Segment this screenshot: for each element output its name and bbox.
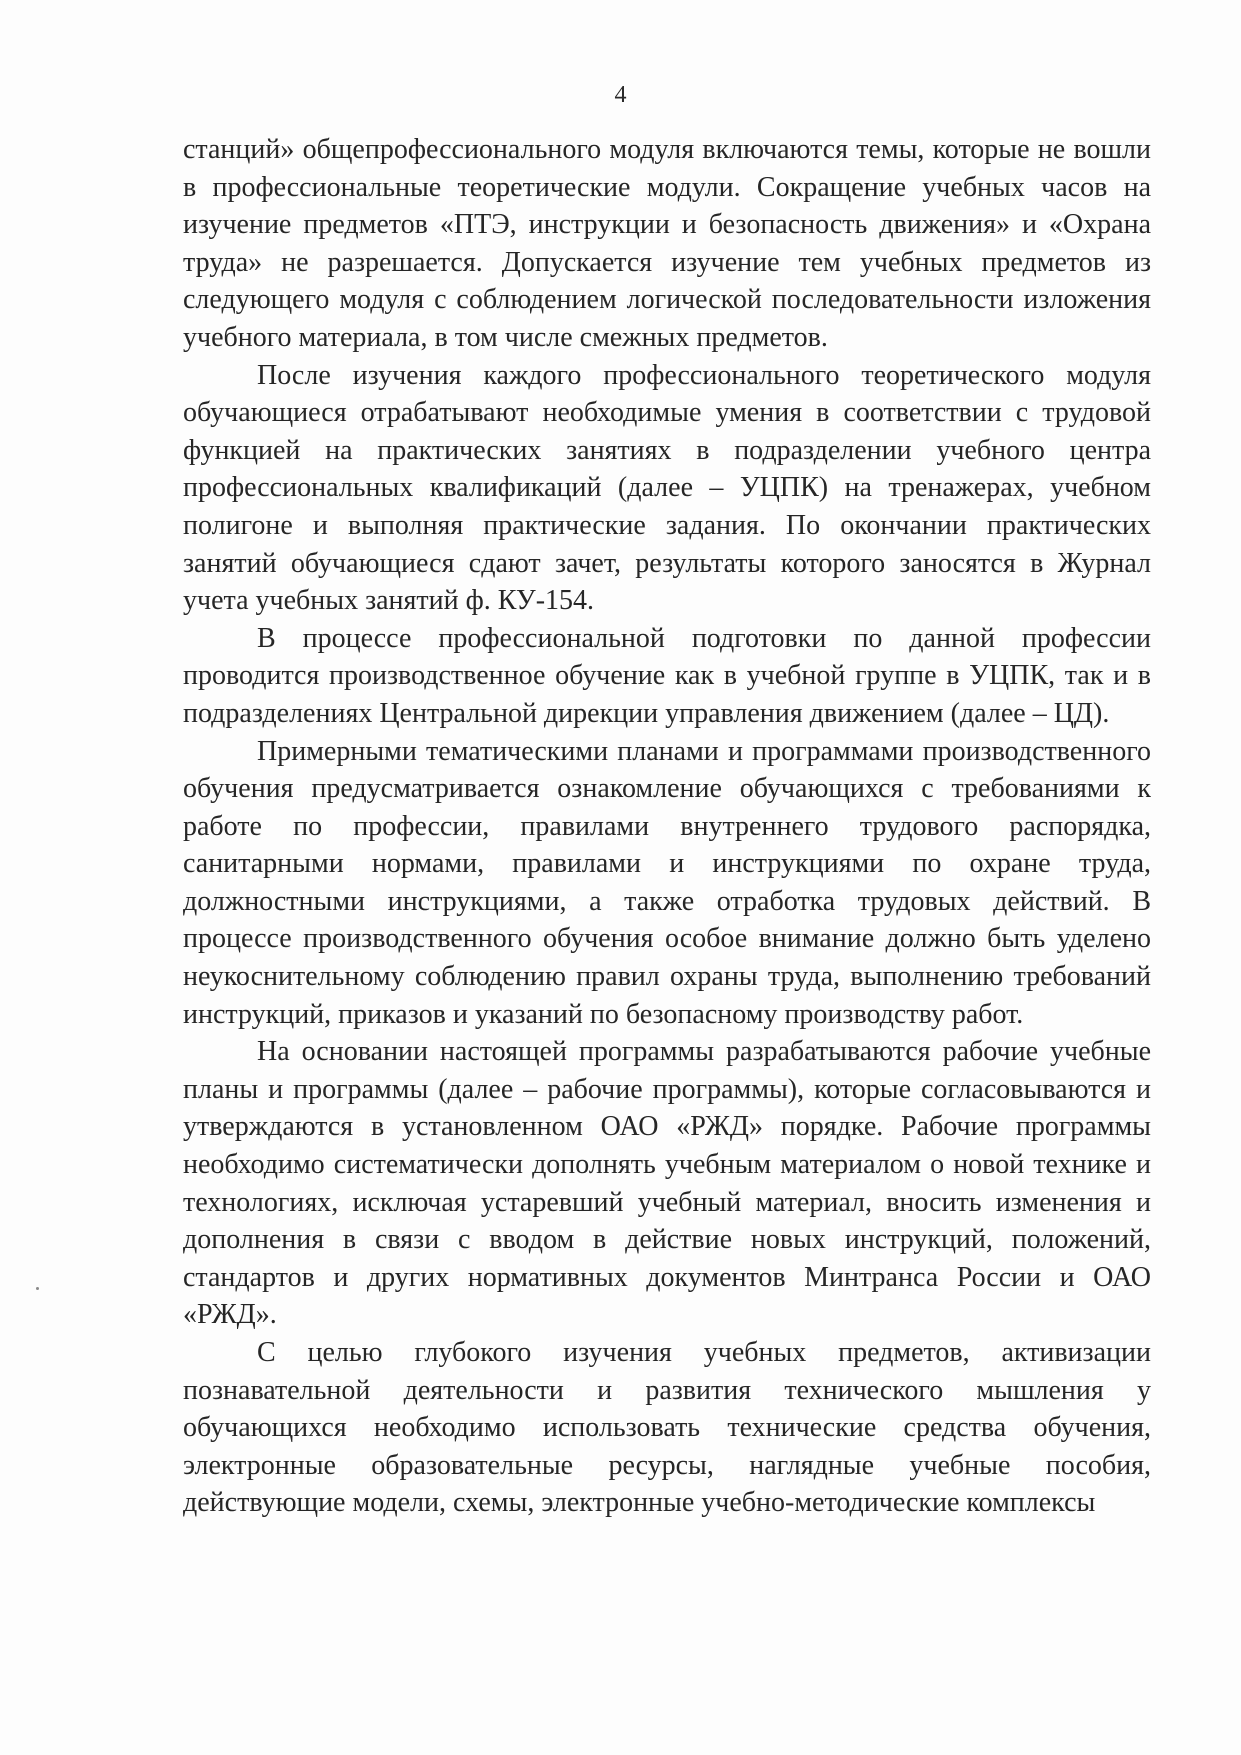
scan-speck bbox=[36, 1287, 39, 1290]
paragraph-3: В процессе профессиональной подготовки по данной профессии проводится производственное обучение как в учебной группе в УЦПК, так и в подразделениях Центральной дирекции управления движением (далее – ЦД). bbox=[183, 622, 1151, 729]
paragraph-5: На основании настоящей программы разрабатываются рабочие учебные планы и программы (далее – рабочие программы), которые согласовываются и утверждаются в установленном ОАО «РЖД» порядке. Рабочие программы необходимо систематически дополнять учебным материалом о новой технике и технологиях, исключая устаревший учебный материал, вносить изменения и дополнения в связи с вводом в действие новых инструкций, положений, стандартов и других нормативных документов Минтранса России и ОАО «РЖД». bbox=[183, 1036, 1151, 1331]
paragraph-4: Примерными тематическими планами и программами производственного обучения предусматривается ознакомление обучающихся с требованиями к работе по профессии, правилами внутреннего трудового распорядка, санитарными нормами, правилами и инструкциями по охране труда, должностными инструкциями, а также отработка трудовых действий. В процессе производственного обучения особое внимание должно быть уделено неукоснительному соблюдению правил охраны труда, выполнению требований инструкций, приказов и указаний по безопасному производству работ. bbox=[183, 735, 1151, 1030]
paragraph-6: С целью глубокого изучения учебных предметов, активизации познавательной деятельности и развития технического мышления у обучающихся необходимо использовать технические средства обучения, электронные образовательные ресурсы, наглядные учебные пособия, действующие модели, схемы, электронные учебно-методические комплексы bbox=[183, 1337, 1151, 1519]
paragraph-2: После изучения каждого профессионального теоретического модуля обучающиеся отрабатывают необходимые умения в соответствии с трудовой функцией на практических занятиях в подразделении учебного центра профессиональных квалификаций (далее – УЦПК) на тренажерах, учебном полигоне и выполняя практические задания. По окончании практических занятий обучающиеся сдают зачет, результаты которого заносятся в Журнал учета учебных занятий ф. КУ-154. bbox=[183, 359, 1151, 617]
page-number: 4 bbox=[614, 82, 627, 108]
paragraph-1: станций» общепрофессионального модуля включаются темы, которые не вошли в профессиональные теоретические модули. Сокращение учебных часов на изучение предметов «ПТЭ, инструкции и безопасность движения» и «Охрана труда» не разрешается. Допускается изучение тем учебных предметов из следующего модуля с соблюдением логической последовательности изложения учебного материала, в том числе смежных предметов. bbox=[183, 134, 1151, 353]
document-body bbox=[183, 131, 1151, 1522]
